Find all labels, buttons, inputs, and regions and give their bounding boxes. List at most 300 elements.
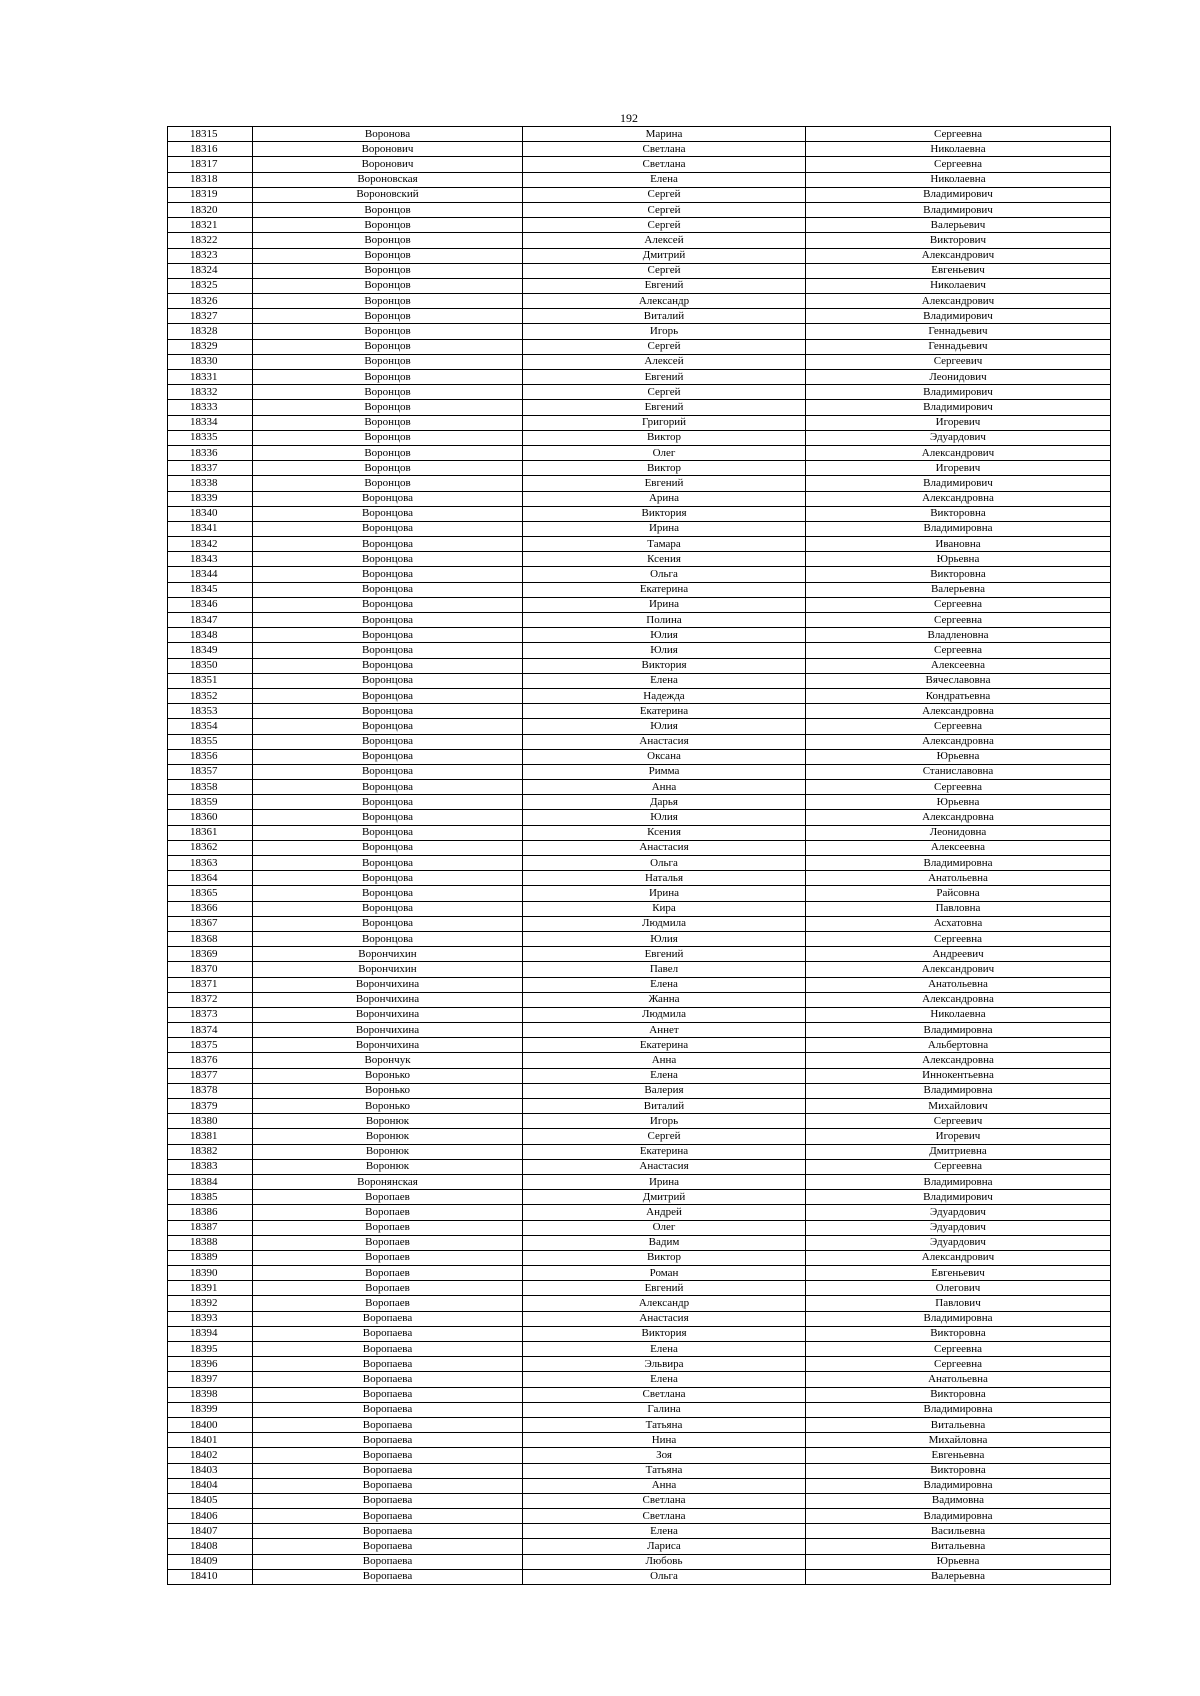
table-row <box>168 947 1111 962</box>
table-row <box>168 127 1111 142</box>
first-name-cell: Анна <box>523 780 806 795</box>
table-row <box>168 597 1111 612</box>
table-row <box>168 233 1111 248</box>
table-row <box>168 1007 1111 1022</box>
table-row <box>168 506 1111 521</box>
row-number-cell: 18315 <box>168 127 253 142</box>
table-row <box>168 795 1111 810</box>
table-row <box>168 613 1111 628</box>
first-name-cell: Юлия <box>523 628 806 643</box>
row-number-cell: 18361 <box>168 825 253 840</box>
surname-cell: Воропаева <box>253 1448 523 1463</box>
table-row <box>168 415 1111 430</box>
surname-cell: Воронцова <box>253 916 523 931</box>
patronymic-cell: Сергеевна <box>806 1342 1111 1357</box>
patronymic-cell: Сергеевна <box>806 643 1111 658</box>
table-row <box>168 430 1111 445</box>
surname-cell: Воронцова <box>253 688 523 703</box>
table-row <box>168 218 1111 233</box>
table-row <box>168 1068 1111 1083</box>
surname-cell: Воронова <box>253 127 523 142</box>
first-name-cell: Елена <box>523 673 806 688</box>
surname-cell: Воропаева <box>253 1539 523 1554</box>
table-row <box>168 1220 1111 1235</box>
table-row <box>168 704 1111 719</box>
patronymic-cell: Васильевна <box>806 1524 1111 1539</box>
table-row <box>168 400 1111 415</box>
table-row <box>168 977 1111 992</box>
row-number-cell: 18401 <box>168 1433 253 1448</box>
surname-cell: Воропаева <box>253 1357 523 1372</box>
row-number-cell: 18383 <box>168 1159 253 1174</box>
surname-cell: Воропаева <box>253 1342 523 1357</box>
first-name-cell: Ольга <box>523 567 806 582</box>
first-name-cell: Сергей <box>523 385 806 400</box>
surname-cell: Воронович <box>253 142 523 157</box>
patronymic-cell: Сергеевич <box>806 354 1111 369</box>
row-number-cell: 18364 <box>168 871 253 886</box>
table-row <box>168 1433 1111 1448</box>
patronymic-cell: Владимирович <box>806 309 1111 324</box>
surname-cell: Воропаева <box>253 1554 523 1569</box>
table-row <box>168 901 1111 916</box>
patronymic-cell: Викторовна <box>806 506 1111 521</box>
table-row <box>168 1342 1111 1357</box>
row-number-cell: 18365 <box>168 886 253 901</box>
table-row <box>168 202 1111 217</box>
first-name-cell: Юлия <box>523 719 806 734</box>
surname-cell: Воронцова <box>253 749 523 764</box>
patronymic-cell: Владимировна <box>806 1478 1111 1493</box>
row-number-cell: 18382 <box>168 1144 253 1159</box>
surname-cell: Воропаева <box>253 1524 523 1539</box>
first-name-cell: Надежда <box>523 688 806 703</box>
surname-cell: Воронцова <box>253 506 523 521</box>
first-name-cell: Светлана <box>523 157 806 172</box>
row-number-cell: 18344 <box>168 567 253 582</box>
patronymic-cell: Райсовна <box>806 886 1111 901</box>
row-number-cell: 18380 <box>168 1114 253 1129</box>
row-number-cell: 18405 <box>168 1493 253 1508</box>
patronymic-cell: Витальевна <box>806 1539 1111 1554</box>
first-name-cell: Елена <box>523 1524 806 1539</box>
patronymic-cell: Николаевна <box>806 172 1111 187</box>
patronymic-cell: Владимирович <box>806 385 1111 400</box>
table-row <box>168 886 1111 901</box>
row-number-cell: 18341 <box>168 521 253 536</box>
row-number-cell: 18357 <box>168 764 253 779</box>
first-name-cell: Оксана <box>523 749 806 764</box>
table-row <box>168 916 1111 931</box>
patronymic-cell: Владимировна <box>806 1174 1111 1189</box>
patronymic-cell: Вячеславовна <box>806 673 1111 688</box>
surname-cell: Воронцова <box>253 567 523 582</box>
first-name-cell: Роман <box>523 1266 806 1281</box>
surname-cell: Воронцова <box>253 795 523 810</box>
table-row <box>168 278 1111 293</box>
table-row <box>168 461 1111 476</box>
patronymic-cell: Юрьевна <box>806 552 1111 567</box>
table-row <box>168 856 1111 871</box>
table-row <box>168 1357 1111 1372</box>
table-row <box>168 309 1111 324</box>
first-name-cell: Ольга <box>523 856 806 871</box>
surname-cell: Воронцов <box>253 248 523 263</box>
table-row <box>168 931 1111 946</box>
table-row <box>168 780 1111 795</box>
first-name-cell: Олег <box>523 1220 806 1235</box>
surname-cell: Воропаева <box>253 1311 523 1326</box>
first-name-cell: Любовь <box>523 1554 806 1569</box>
first-name-cell: Анастасия <box>523 1159 806 1174</box>
patronymic-cell: Александровна <box>806 734 1111 749</box>
first-name-cell: Виктория <box>523 1326 806 1341</box>
table-row <box>168 248 1111 263</box>
first-name-cell: Людмила <box>523 1007 806 1022</box>
table-row <box>168 142 1111 157</box>
row-number-cell: 18338 <box>168 476 253 491</box>
surname-cell: Воронцова <box>253 673 523 688</box>
table-row <box>168 1326 1111 1341</box>
surname-cell: Воропаева <box>253 1387 523 1402</box>
first-name-cell: Сергей <box>523 339 806 354</box>
table-row <box>168 1524 1111 1539</box>
patronymic-cell: Игоревич <box>806 461 1111 476</box>
surname-cell: Воронцова <box>253 810 523 825</box>
row-number-cell: 18318 <box>168 172 253 187</box>
table-row <box>168 1190 1111 1205</box>
row-number-cell: 18334 <box>168 415 253 430</box>
first-name-cell: Жанна <box>523 992 806 1007</box>
patronymic-cell: Павловна <box>806 901 1111 916</box>
surname-cell: Воронюк <box>253 1114 523 1129</box>
table-row <box>168 1250 1111 1265</box>
first-name-cell: Екатерина <box>523 1038 806 1053</box>
patronymic-cell: Владимировна <box>806 1402 1111 1417</box>
row-number-cell: 18336 <box>168 445 253 460</box>
surname-cell: Воропаева <box>253 1402 523 1417</box>
first-name-cell: Галина <box>523 1402 806 1417</box>
surname-cell: Воронцова <box>253 704 523 719</box>
patronymic-cell: Кондратьевна <box>806 688 1111 703</box>
row-number-cell: 18350 <box>168 658 253 673</box>
first-name-cell: Юлия <box>523 931 806 946</box>
patronymic-cell: Владимировна <box>806 856 1111 871</box>
patronymic-cell: Евгеньевич <box>806 1266 1111 1281</box>
row-number-cell: 18343 <box>168 552 253 567</box>
row-number-cell: 18329 <box>168 339 253 354</box>
first-name-cell: Елена <box>523 1372 806 1387</box>
first-name-cell: Светлана <box>523 1509 806 1524</box>
surname-cell: Воропаева <box>253 1493 523 1508</box>
first-name-cell: Дмитрий <box>523 1190 806 1205</box>
first-name-cell: Евгений <box>523 947 806 962</box>
patronymic-cell: Валерьевна <box>806 582 1111 597</box>
surname-cell: Воропаев <box>253 1205 523 1220</box>
surname-cell: Воронцов <box>253 415 523 430</box>
first-name-cell: Анастасия <box>523 734 806 749</box>
surname-cell: Воронцова <box>253 764 523 779</box>
surname-cell: Воронцова <box>253 825 523 840</box>
first-name-cell: Евгений <box>523 1281 806 1296</box>
surname-cell: Воронцова <box>253 780 523 795</box>
first-name-cell: Елена <box>523 172 806 187</box>
surname-cell: Воронцов <box>253 233 523 248</box>
patronymic-cell: Олегович <box>806 1281 1111 1296</box>
surname-cell: Воропаев <box>253 1281 523 1296</box>
row-number-cell: 18370 <box>168 962 253 977</box>
surname-cell: Воронцова <box>253 491 523 506</box>
patronymic-cell: Анатольевна <box>806 1372 1111 1387</box>
patronymic-cell: Геннадьевич <box>806 324 1111 339</box>
patronymic-cell: Алексеевна <box>806 840 1111 855</box>
patronymic-cell: Анатольевна <box>806 977 1111 992</box>
table-row <box>168 445 1111 460</box>
table-row <box>168 187 1111 202</box>
patronymic-cell: Сергеевна <box>806 1357 1111 1372</box>
patronymic-cell: Александровна <box>806 992 1111 1007</box>
row-number-cell: 18321 <box>168 218 253 233</box>
patronymic-cell: Витальевна <box>806 1417 1111 1432</box>
row-number-cell: 18367 <box>168 916 253 931</box>
row-number-cell: 18410 <box>168 1569 253 1584</box>
patronymic-cell: Игоревич <box>806 1129 1111 1144</box>
table-row <box>168 1463 1111 1478</box>
patronymic-cell: Александровна <box>806 704 1111 719</box>
patronymic-cell: Дмитриевна <box>806 1144 1111 1159</box>
row-number-cell: 18390 <box>168 1266 253 1281</box>
patronymic-cell: Альбертовна <box>806 1038 1111 1053</box>
patronymic-cell: Владимирович <box>806 476 1111 491</box>
patronymic-cell: Павлович <box>806 1296 1111 1311</box>
row-number-cell: 18335 <box>168 430 253 445</box>
patronymic-cell: Юрьевна <box>806 1554 1111 1569</box>
row-number-cell: 18388 <box>168 1235 253 1250</box>
patronymic-cell: Эдуардович <box>806 1220 1111 1235</box>
table-row <box>168 673 1111 688</box>
row-number-cell: 18400 <box>168 1417 253 1432</box>
first-name-cell: Игорь <box>523 324 806 339</box>
first-name-cell: Анастасия <box>523 840 806 855</box>
patronymic-cell: Эдуардович <box>806 1235 1111 1250</box>
patronymic-cell: Викторовна <box>806 1387 1111 1402</box>
row-number-cell: 18326 <box>168 294 253 309</box>
surname-cell: Воронцов <box>253 263 523 278</box>
table-row <box>168 1448 1111 1463</box>
first-name-cell: Татьяна <box>523 1417 806 1432</box>
row-number-cell: 18386 <box>168 1205 253 1220</box>
first-name-cell: Екатерина <box>523 582 806 597</box>
row-number-cell: 18385 <box>168 1190 253 1205</box>
first-name-cell: Сергей <box>523 202 806 217</box>
first-name-cell: Светлана <box>523 1387 806 1402</box>
patronymic-cell: Александрович <box>806 294 1111 309</box>
table-row <box>168 1114 1111 1129</box>
first-name-cell: Виталий <box>523 309 806 324</box>
table-row <box>168 1281 1111 1296</box>
row-number-cell: 18402 <box>168 1448 253 1463</box>
patronymic-cell: Сергеевич <box>806 1114 1111 1129</box>
patronymic-cell: Александровна <box>806 491 1111 506</box>
patronymic-cell: Сергеевна <box>806 127 1111 142</box>
row-number-cell: 18327 <box>168 309 253 324</box>
surname-cell: Воропаев <box>253 1190 523 1205</box>
patronymic-cell: Юрьевна <box>806 795 1111 810</box>
surname-cell: Воронцов <box>253 370 523 385</box>
first-name-cell: Олег <box>523 445 806 460</box>
table-row <box>168 552 1111 567</box>
table-row <box>168 1083 1111 1098</box>
row-number-cell: 18331 <box>168 370 253 385</box>
first-name-cell: Сергей <box>523 187 806 202</box>
surname-cell: Ворончихин <box>253 962 523 977</box>
row-number-cell: 18352 <box>168 688 253 703</box>
table-row <box>168 962 1111 977</box>
first-name-cell: Марина <box>523 127 806 142</box>
table-row <box>168 1174 1111 1189</box>
patronymic-cell: Владимировна <box>806 1509 1111 1524</box>
patronymic-cell: Валерьевна <box>806 1569 1111 1584</box>
patronymic-cell: Владимировна <box>806 1023 1111 1038</box>
table-row <box>168 1129 1111 1144</box>
surname-cell: Воронцова <box>253 537 523 552</box>
row-number-cell: 18356 <box>168 749 253 764</box>
first-name-cell: Полина <box>523 613 806 628</box>
surname-cell: Воронянская <box>253 1174 523 1189</box>
row-number-cell: 18403 <box>168 1463 253 1478</box>
surname-cell: Воронцова <box>253 613 523 628</box>
row-number-cell: 18409 <box>168 1554 253 1569</box>
row-number-cell: 18397 <box>168 1372 253 1387</box>
row-number-cell: 18320 <box>168 202 253 217</box>
row-number-cell: 18330 <box>168 354 253 369</box>
surname-cell: Воронцов <box>253 430 523 445</box>
table-row <box>168 840 1111 855</box>
patronymic-cell: Евгеньевич <box>806 263 1111 278</box>
patronymic-cell: Владимирович <box>806 187 1111 202</box>
row-number-cell: 18368 <box>168 931 253 946</box>
surname-cell: Воропаева <box>253 1433 523 1448</box>
table-row <box>168 1539 1111 1554</box>
table-row <box>168 1554 1111 1569</box>
surname-cell: Воронцов <box>253 461 523 476</box>
row-number-cell: 18358 <box>168 780 253 795</box>
table-row <box>168 810 1111 825</box>
patronymic-cell: Ивановна <box>806 537 1111 552</box>
surname-cell: Воропаева <box>253 1463 523 1478</box>
table-row <box>168 1205 1111 1220</box>
surname-cell: Воронцов <box>253 218 523 233</box>
patronymic-cell: Николаевна <box>806 142 1111 157</box>
table-row <box>168 521 1111 536</box>
table-row <box>168 749 1111 764</box>
table-row <box>168 734 1111 749</box>
first-name-cell: Вадим <box>523 1235 806 1250</box>
patronymic-cell: Евгеньевна <box>806 1448 1111 1463</box>
table-row <box>168 1509 1111 1524</box>
surname-cell: Воропаева <box>253 1569 523 1584</box>
table-row <box>168 172 1111 187</box>
surname-cell: Воронцова <box>253 643 523 658</box>
row-number-cell: 18373 <box>168 1007 253 1022</box>
first-name-cell: Лариса <box>523 1539 806 1554</box>
first-name-cell: Тамара <box>523 537 806 552</box>
row-number-cell: 18345 <box>168 582 253 597</box>
first-name-cell: Ирина <box>523 886 806 901</box>
row-number-cell: 18346 <box>168 597 253 612</box>
patronymic-cell: Александрович <box>806 962 1111 977</box>
surname-cell: Воронюк <box>253 1129 523 1144</box>
surname-cell: Воронцова <box>253 901 523 916</box>
surname-cell: Воронцова <box>253 871 523 886</box>
table-row <box>168 1402 1111 1417</box>
surname-cell: Воронюк <box>253 1159 523 1174</box>
row-number-cell: 18348 <box>168 628 253 643</box>
first-name-cell: Виктор <box>523 430 806 445</box>
patronymic-cell: Александрович <box>806 248 1111 263</box>
first-name-cell: Александр <box>523 294 806 309</box>
table-row <box>168 1023 1111 1038</box>
first-name-cell: Дарья <box>523 795 806 810</box>
table-row <box>168 764 1111 779</box>
table-row <box>168 476 1111 491</box>
row-number-cell: 18333 <box>168 400 253 415</box>
table-row <box>168 1235 1111 1250</box>
first-name-cell: Елена <box>523 977 806 992</box>
row-number-cell: 18325 <box>168 278 253 293</box>
first-name-cell: Ирина <box>523 521 806 536</box>
first-name-cell: Сергей <box>523 1129 806 1144</box>
row-number-cell: 18389 <box>168 1250 253 1265</box>
table-row <box>168 1493 1111 1508</box>
first-name-cell: Арина <box>523 491 806 506</box>
surname-cell: Воронцов <box>253 294 523 309</box>
surname-cell: Воронцов <box>253 385 523 400</box>
patronymic-cell: Сергеевна <box>806 613 1111 628</box>
surname-cell: Воронцов <box>253 400 523 415</box>
table-row <box>168 1296 1111 1311</box>
first-name-cell: Анна <box>523 1478 806 1493</box>
row-number-cell: 18366 <box>168 901 253 916</box>
table-row <box>168 582 1111 597</box>
patronymic-cell: Николаевич <box>806 278 1111 293</box>
row-number-cell: 18316 <box>168 142 253 157</box>
patronymic-cell: Асхатовна <box>806 916 1111 931</box>
row-number-cell: 18396 <box>168 1357 253 1372</box>
table-row <box>168 537 1111 552</box>
first-name-cell: Ксения <box>523 552 806 567</box>
table-row <box>168 1053 1111 1068</box>
patronymic-cell: Станиславовна <box>806 764 1111 779</box>
row-number-cell: 18394 <box>168 1326 253 1341</box>
patronymic-cell: Сергеевна <box>806 597 1111 612</box>
table-row <box>168 491 1111 506</box>
row-number-cell: 18324 <box>168 263 253 278</box>
table-row <box>168 1478 1111 1493</box>
patronymic-cell: Андреевич <box>806 947 1111 962</box>
first-name-cell: Виктория <box>523 506 806 521</box>
surname-cell: Воронько <box>253 1083 523 1098</box>
row-number-cell: 18407 <box>168 1524 253 1539</box>
first-name-cell: Ксения <box>523 825 806 840</box>
patronymic-cell: Михайловна <box>806 1433 1111 1448</box>
row-number-cell: 18372 <box>168 992 253 1007</box>
surname-cell: Вороновская <box>253 172 523 187</box>
surname-cell: Воронцов <box>253 309 523 324</box>
row-number-cell: 18377 <box>168 1068 253 1083</box>
surname-cell: Ворончихина <box>253 1023 523 1038</box>
first-name-cell: Аннет <box>523 1023 806 1038</box>
